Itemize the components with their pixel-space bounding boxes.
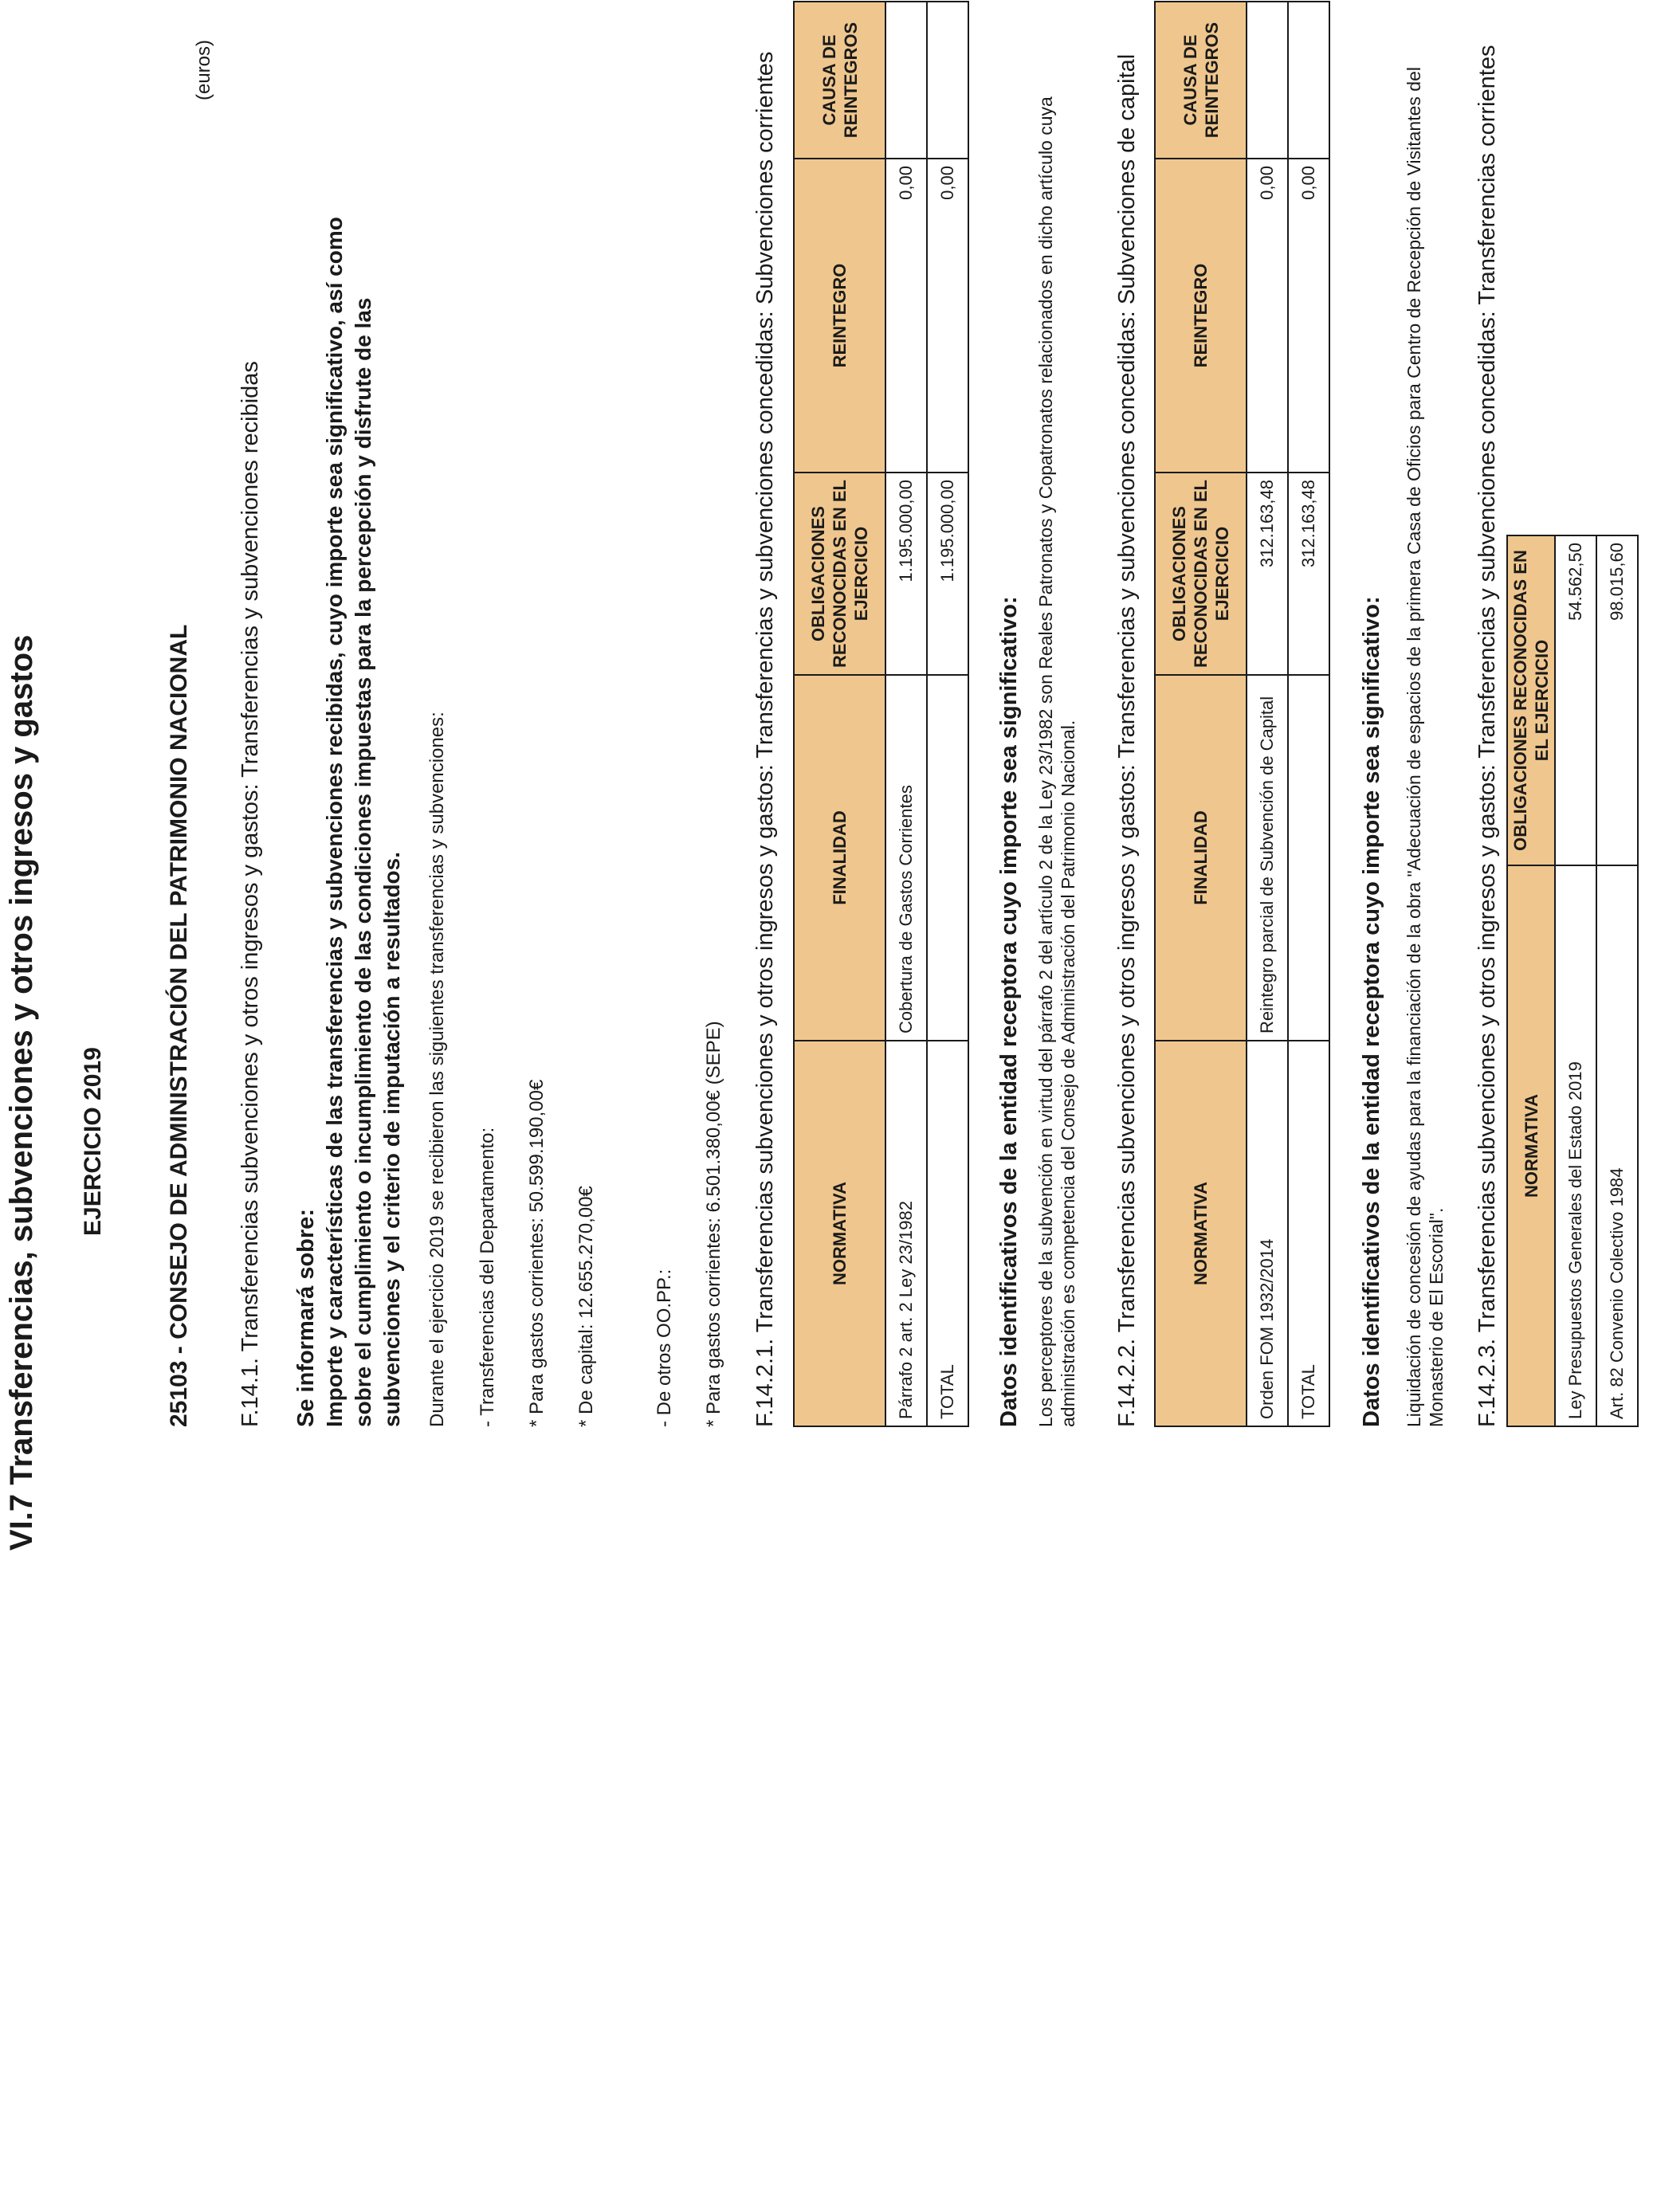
informar-text: Importe y características de las transferencias y subvenciones recibidas, cuyo importe sea significativo, así como sobre el cumplimiento o incumplimiento de las condiciones impuestas para la percepción y disfrute de las subvenciones y el criterio de imputación a resultados. (322, 217, 404, 1427)
cell-normativa: Párrafo 2 art. 2 Ley 23/1982 (885, 1041, 927, 1426)
col-obligaciones: OBLIGACIONES RECONOCIDAS EN EL EJERCICIO (1155, 473, 1247, 675)
table-subvenciones-capital (1154, 1, 1330, 1427)
cell-causa (1288, 2, 1329, 159)
cell-reintegro: 0,00 (1247, 159, 1288, 473)
cell-obligaciones: 54.562,50 (1555, 535, 1596, 865)
cell-obligaciones: 1.195.000,00 (885, 473, 927, 675)
cell-normativa: Ley Presupuestos Generales del Estado 2019 (1555, 865, 1596, 1426)
cell-finalidad: Cobertura de Gastos Corrientes (885, 675, 927, 1041)
table-transferencias-corrientes (1506, 535, 1639, 1427)
table-subvenciones-corrientes (793, 1, 969, 1427)
col-normativa: NORMATIVA (794, 1041, 885, 1426)
cell-reintegro: 0,00 (1288, 159, 1329, 473)
entity-title: 25103 - CONSEJO DE ADMINISTRACIÓN DEL PATRIMONIO NACIONAL (166, 624, 192, 1427)
cell-total-label: TOTAL (1288, 1041, 1329, 1426)
cell-normativa: Art. 82 Convenio Colectivo 1984 (1596, 865, 1638, 1426)
cell-finalidad: Reintegro parcial de Subvención de Capital (1247, 675, 1288, 1041)
cell-finalidad (1288, 675, 1329, 1041)
sepe-text: * Para gastos corrientes: 6.501.380,00€ (SEPE) (703, 1021, 724, 1427)
f1421-datos-text: Los perceptores de la subvención en virtud del párrafo 2 del artículo 2 de la Ley 23/1982 son Reales Patronatos y Copatronatos relacionados en dicho artículo cuya administración es competencia del Consejo de Administración del Patrimonio Nacional. (1035, 96, 1078, 1427)
f1421-datos-title: Datos identificativos de la entidad receptora cuyo importe sea significativo: (996, 596, 1022, 1427)
col-reintegro: REINTEGRO (1155, 159, 1247, 473)
f1422-datos-text: Liquidación de concesión de ayudas para la financiación de la obra "Adecuación de espacios de la primera Casa de Oficios para Centro de Recepción de Visitantes del Monasterio de El Escorial". (1404, 67, 1447, 1427)
transf-depto-text: - Transferencias del Departamento: (477, 1127, 498, 1427)
cell-obligaciones: 312.163,48 (1247, 473, 1288, 675)
gastos-corrientes-text: * Para gastos corrientes: 50.599.190,00€ (526, 1079, 548, 1427)
f1423-title: F.14.2.3. Transferencias subvenciones y otros ingresos y gastos: Transferencias y subvenciones concedidas: Transferencias corrientes (1474, 45, 1500, 1427)
table-row-total (927, 2, 968, 1426)
capital-text: * De capital: 12.655.270,00€ (575, 1186, 597, 1427)
cell-obligaciones: 312.163,48 (1288, 473, 1329, 675)
cell-total-label: TOTAL (927, 1041, 968, 1426)
table-row-total (1288, 2, 1329, 1426)
cell-reintegro: 0,00 (885, 159, 927, 473)
table-row (1596, 535, 1638, 1426)
col-causa-reintegros: CAUSA DE REINTEGROS (1155, 2, 1247, 159)
ejercicio-label: EJERCICIO 2019 (80, 1047, 106, 1236)
page-title: VI.7 Transferencias, subvenciones y otros ingresos y gastos (4, 634, 39, 1551)
table-row (1555, 535, 1596, 1426)
cell-reintegro: 0,00 (927, 159, 968, 473)
col-finalidad: FINALIDAD (1155, 675, 1247, 1041)
f1421-title: F.14.2.1. Transferencias subvenciones y otros ingresos y gastos: Transferencias y subvenciones concedidas: Subvenciones corrientes (752, 51, 778, 1427)
col-obligaciones: OBLIGACIONES RECONOCIDAS EN EL EJERCICIO (794, 473, 885, 675)
col-normativa: NORMATIVA (1155, 1041, 1247, 1426)
cell-finalidad (927, 675, 968, 1041)
cell-causa (885, 2, 927, 159)
col-causa-reintegros: CAUSA DE REINTEGROS (794, 2, 885, 159)
otros-oopp-text: - De otros OO.PP.: (654, 1269, 675, 1427)
table-row (1247, 2, 1288, 1426)
col-reintegro: REINTEGRO (794, 159, 885, 473)
units-label: (euros) (193, 39, 214, 100)
se-informara-label: Se informará sobre: (293, 1209, 319, 1427)
cell-obligaciones: 1.195.000,00 (927, 473, 968, 675)
table-row (885, 2, 927, 1426)
f1422-datos-title: Datos identificativos de la entidad receptora cuyo importe sea significativo: (1359, 596, 1384, 1427)
cell-normativa: Orden FOM 1932/2014 (1247, 1041, 1288, 1426)
col-normativa: NORMATIVA (1507, 865, 1555, 1426)
f1422-title: F.14.2.2. Transferencias subvenciones y otros ingresos y gastos: Transferencias y subvenciones concedidas: Subvenciones de capital (1114, 53, 1140, 1427)
cell-causa (927, 2, 968, 159)
cell-obligaciones: 98.015,60 (1596, 535, 1638, 865)
durante-text: Durante el ejercicio 2019 se recibieron las siguientes transferencias y subvenciones: (426, 712, 448, 1427)
cell-causa (1247, 2, 1288, 159)
f141-title: F.14.1. Transferencias subvenciones y otros ingresos y gastos: Transferencias y subvenciones recibidas (238, 361, 263, 1427)
col-finalidad: FINALIDAD (794, 675, 885, 1041)
col-obligaciones: OBLIGACIONES RECONOCIDAS EN EL EJERCICIO (1507, 535, 1555, 865)
